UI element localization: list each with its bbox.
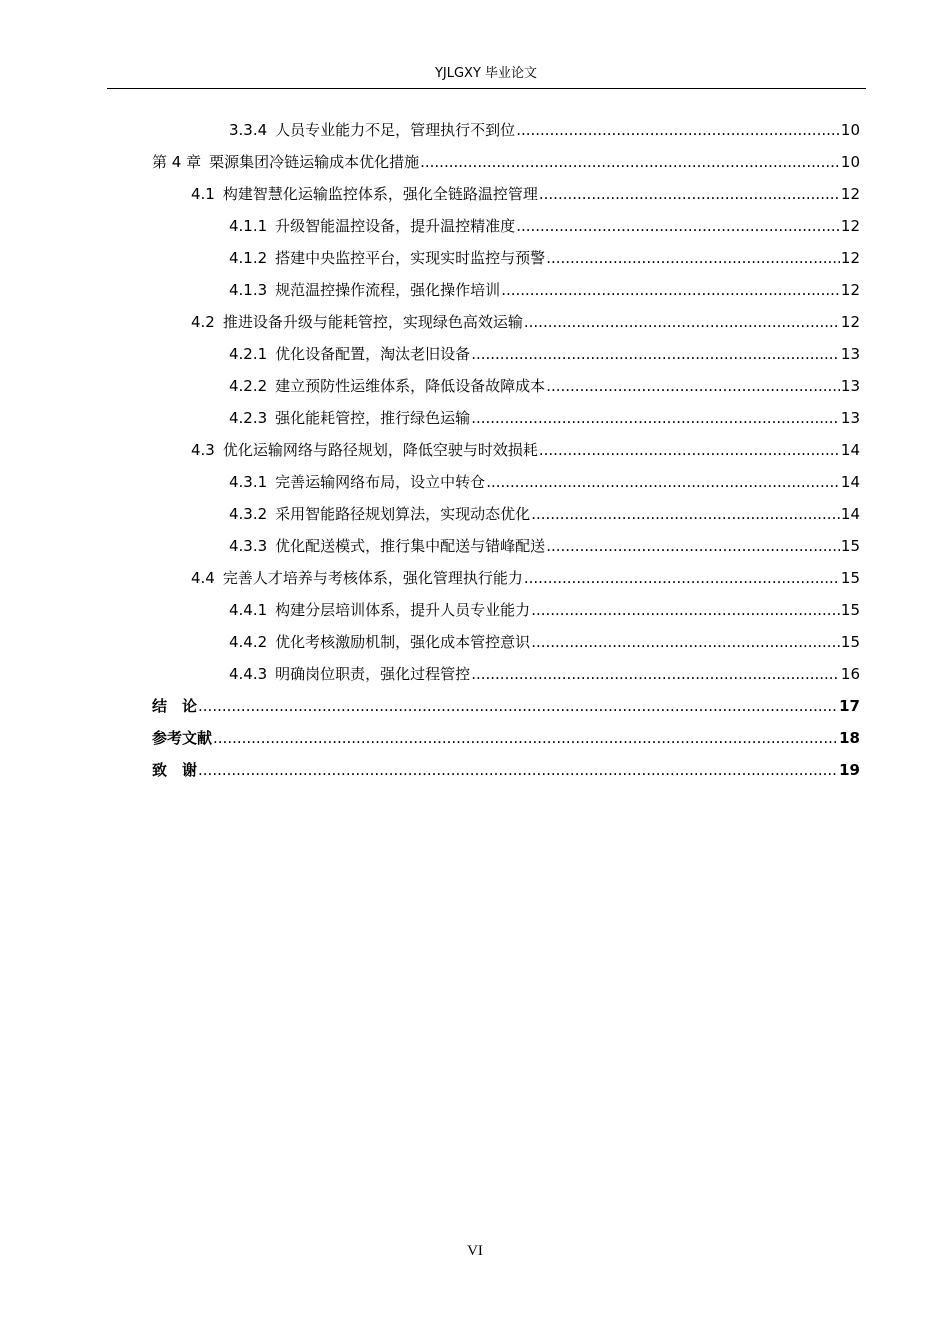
toc-entry[interactable] [229,530,860,562]
toc-entry-title: 推进设备升级与能耗管控，实现绿色高效运输 [222,313,523,331]
toc-dot-leader [516,216,840,236]
toc-entry-page: 10 [840,153,860,171]
toc-entry-page: 12 [840,249,860,267]
toc-entry-title: 参考文献 [152,729,213,747]
toc-entry-title: 结 论 [152,697,198,715]
toc-entry-page: 13 [840,409,860,427]
toc-entry-page: 14 [840,441,860,459]
toc-entry-number: 4.1 [191,185,215,203]
toc-entry-title: 优化配送模式，推行集中配送与错峰配送 [275,537,546,555]
toc-entry-title: 构建分层培训体系，提升人员专业能力 [275,601,531,619]
toc-entry-title: 强化能耗管控，推行绿色运输 [275,409,471,427]
toc-entry-number: 4.4.1 [229,601,268,619]
toc-dot-leader [198,760,838,780]
toc-entry-title: 采用智能路径规划算法，实现动态优化 [275,505,531,523]
toc-entry-page: 12 [840,217,860,235]
toc-entry-page: 12 [840,281,860,299]
running-header-title: YJLGXY 毕业论文 [434,66,538,81]
toc-entry-number: 4.2.3 [229,409,268,427]
toc-entry-title: 致 谢 [152,761,198,779]
toc-entry[interactable] [152,722,860,754]
toc-entry[interactable] [191,306,860,338]
toc-dot-leader [471,664,840,684]
toc-entry-title: 优化考核激励机制，强化成本管控意识 [275,633,531,651]
toc-dot-leader [546,376,840,396]
toc-entry-number: 4.1.3 [229,281,268,299]
toc-dot-leader [420,152,840,172]
toc-entry[interactable] [229,210,860,242]
toc-entry-number: 4.3.3 [229,537,268,555]
toc-dot-leader [539,440,840,460]
toc-entry[interactable] [191,178,860,210]
toc-entry[interactable] [152,146,860,178]
toc-dot-leader [471,344,840,364]
toc-entry[interactable] [191,434,860,466]
toc-entry-page: 12 [840,313,860,331]
toc-entry-title: 升级智能温控设备，提升温控精准度 [275,217,516,235]
toc-entry-title: 构建智慧化运输监控体系，强化全链路温控管理 [222,185,538,203]
toc-dot-leader [524,568,840,588]
toc-dot-leader [539,184,840,204]
toc-entry[interactable] [229,338,860,370]
toc-entry[interactable] [229,658,860,690]
toc-entry-page: 19 [839,761,860,779]
toc-entry-page: 14 [840,473,860,491]
toc-entry-number: 4.2 [191,313,215,331]
toc-entry[interactable] [229,594,860,626]
toc-entry-page: 10 [840,121,860,139]
toc-entry[interactable] [152,690,860,722]
toc-entry[interactable] [229,498,860,530]
toc-entry[interactable] [191,562,860,594]
toc-entry-number: 4.1.1 [229,217,268,235]
toc-entry-page: 13 [840,345,860,363]
toc-entry-title: 栗源集团冷链运输成本优化措施 [209,153,420,171]
toc-dot-leader [471,408,840,428]
toc-entry-title: 完善运输网络布局，设立中转仓 [275,473,486,491]
toc-entry[interactable] [229,466,860,498]
toc-entry[interactable] [229,402,860,434]
toc-entry-title: 完善人才培养与考核体系，强化管理执行能力 [222,569,523,587]
toc-entry-title: 搭建中央监控平台，实现实时监控与预警 [275,249,546,267]
toc-dot-leader [213,728,838,748]
toc-dot-leader [531,632,840,652]
toc-entry-page: 17 [839,697,860,715]
toc-entry-number: 4.3 [191,441,215,459]
header-rule [107,88,866,89]
toc-entry-title: 优化运输网络与路径规划，降低空驶与时效损耗 [222,441,538,459]
toc-entry-page: 15 [840,601,860,619]
toc-entry-number: 4.2.2 [229,377,268,395]
page-number: VI [467,1243,483,1259]
toc-entry-page: 15 [840,569,860,587]
toc-entry[interactable] [229,242,860,274]
toc-entry-title: 建立预防性运维体系，降低设备故障成本 [275,377,546,395]
toc-entry-number: 4.1.2 [229,249,268,267]
toc-entry[interactable] [152,754,860,786]
toc-entry-number: 3.3.4 [229,121,268,139]
toc-dot-leader [524,312,840,332]
toc-entry-number: 4.3.2 [229,505,268,523]
toc-entry-number: 4.4.3 [229,665,268,683]
toc-entry-page: 18 [839,729,860,747]
toc-entry-number: 4.4.2 [229,633,268,651]
toc-dot-leader [501,280,840,300]
toc-entry-number: 4.4 [191,569,215,587]
toc-entry-title: 人员专业能力不足，管理执行不到位 [275,121,516,139]
toc-entry-page: 13 [840,377,860,395]
toc-entry-title: 明确岗位职责，强化过程管控 [275,665,471,683]
toc-dot-leader [516,120,840,140]
toc-entry-page: 15 [840,537,860,555]
toc-entry-number: 4.3.1 [229,473,268,491]
toc-entry[interactable] [229,274,860,306]
toc-entry[interactable] [229,370,860,402]
toc-entry-page: 16 [840,665,860,683]
toc-dot-leader [486,472,840,492]
toc-dot-leader [546,536,840,556]
toc-entry-title: 优化设备配置，淘汰老旧设备 [275,345,471,363]
toc-entry-page: 15 [840,633,860,651]
toc-dot-leader [198,696,838,716]
toc-dot-leader [531,600,840,620]
toc-entry-number: 第 4 章 [152,153,202,171]
toc-entry[interactable] [229,626,860,658]
toc-entry[interactable] [229,114,860,146]
toc-dot-leader [546,248,840,268]
toc-entry-page: 14 [840,505,860,523]
toc-entry-number: 4.2.1 [229,345,268,363]
toc-entry-page: 12 [840,185,860,203]
toc-dot-leader [531,504,840,524]
toc-entry-title: 规范温控操作流程，强化操作培训 [275,281,501,299]
